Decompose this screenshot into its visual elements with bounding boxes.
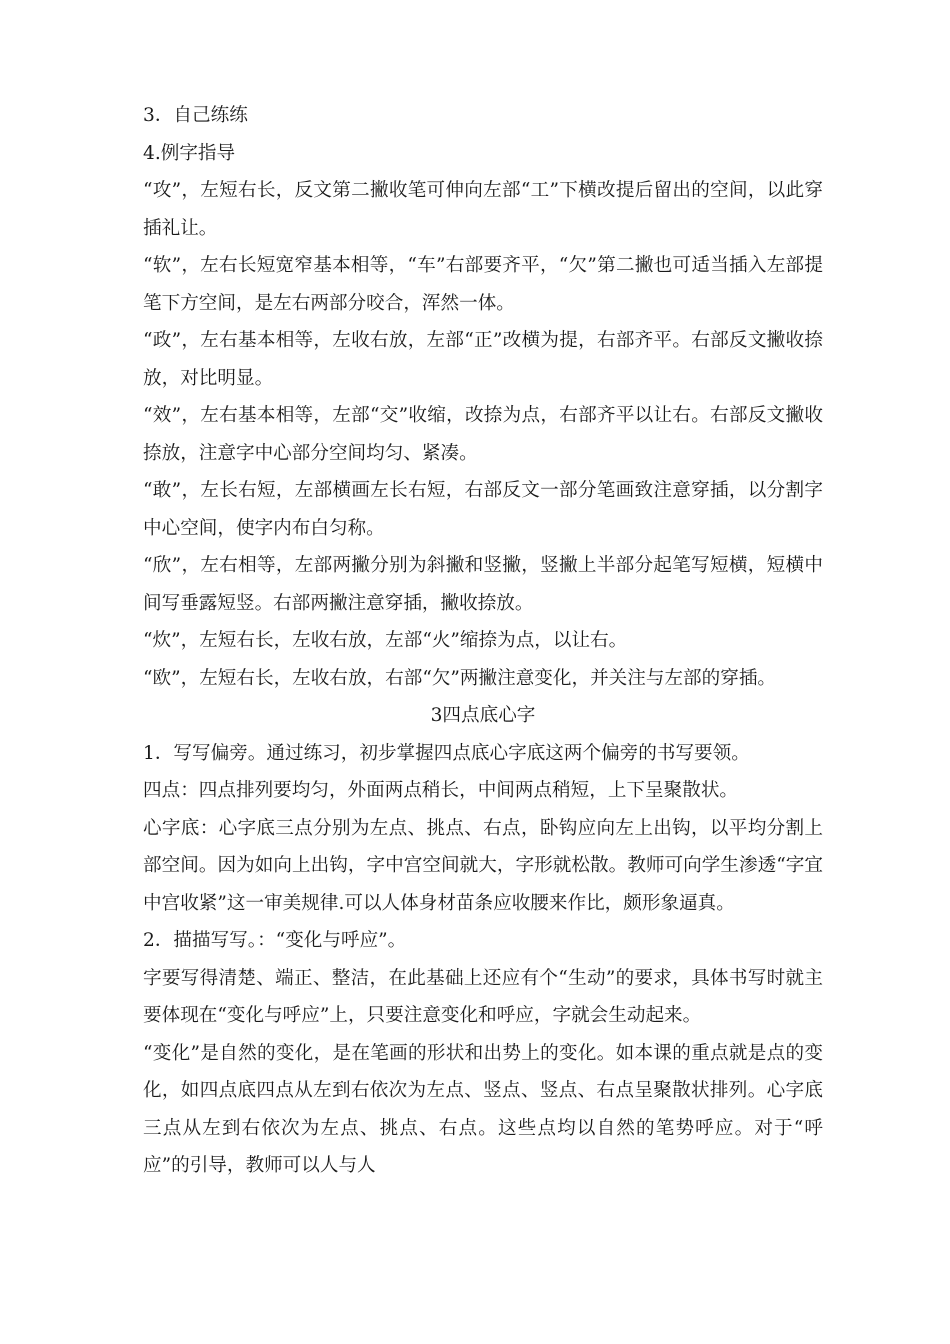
item-heading-practice: 3．自己练练 xyxy=(143,105,248,126)
item-heading-examples: 4.例字指导 xyxy=(143,142,236,164)
paragraph-heart-bottom: 心字底：心字底三点分别为左点、挑点、右点，卧钩应向左上出钩，以平均分割上部空间。因为如向上出钩，字中宫空间就大，字形就松散。教师可向学生渗透“字宜中宫收紧”这一审美规律.可以人体身材苗条应收腰来作比，颇形象逼真。 xyxy=(143,817,823,914)
document-body xyxy=(143,97,823,1185)
paragraph-xiao: “效”，左右基本相等，左部“交”收缩，改捺为点，右部齐平以让右。右部反文撇收捺放，注意字中心部分空间均匀、紧凑。 xyxy=(143,405,823,464)
paragraph-gan: “敢”，左长右短，左部横画左长右短，右部反文一部分笔画致注意穿插，以分割字中心空间，使字内布白匀称。 xyxy=(143,480,823,539)
item-trace-write: 2．描描写写。：“变化与呼应”。 xyxy=(143,930,407,951)
paragraph-gong: “攻”，左短右长，反文第二撇收笔可伸向左部“工”下横改提后留出的空间，以此穿插礼让。 xyxy=(143,180,823,239)
section-heading: 3四点底心字 xyxy=(430,705,536,726)
paragraph-xin: “欣”，左右相等，左部两撇分别为斜撇和竖撇，竖撇上半部分起笔写短横，短横中间写垂露短竖。右部两撇注意穿插，撇收捺放。 xyxy=(143,555,823,614)
paragraph-zheng: “政”，左右基本相等，左收右放，左部“正”改横为提，右部齐平。右部反文撇收捺放，对比明显。 xyxy=(143,330,823,389)
paragraph-lively: 字要写得清楚、端正、整洁，在此基础上还应有个“生动”的要求，具体书写时就主要体现在“变化与呼应”上，只要注意变化和呼应，字就会生动起来。 xyxy=(143,967,823,1026)
paragraph-chui: “炊”，左短右长，左收右放，左部“火”缩捺为点，以让右。 xyxy=(143,630,628,651)
item-write-radicals: 1．写写偏旁。通过练习，初步掌握四点底心字底这两个偏旁的书写要领。 xyxy=(143,742,750,764)
paragraph-ruan: “软”，左右长短宽窄基本相等，“车”右部要齐平，“欠”第二撇也可适当插入左部提笔下方空间，是左右两部分咬合，浑然一体。 xyxy=(143,255,823,314)
paragraph-variation: “变化”是自然的变化，是在笔画的形状和出势上的变化。如本课的重点就是点的变化，如四点底四点从左到右依次为左点、竖点、竖点、右点呈聚散状排列。心字底三点从左到右依次为左点、挑点、右点。这些点均以自然的笔势呼应。对于“呼应”的引导，教师可以人与人 xyxy=(143,1042,823,1176)
paragraph-ou: “欧”，左短右长，左收右放，右部“欠”两撇注意变化，并关注与左部的穿插。 xyxy=(143,667,777,689)
paragraph-four-dots: 四点：四点排列要均匀，外面两点稍长，中间两点稍短，上下呈聚散状。 xyxy=(143,780,739,801)
